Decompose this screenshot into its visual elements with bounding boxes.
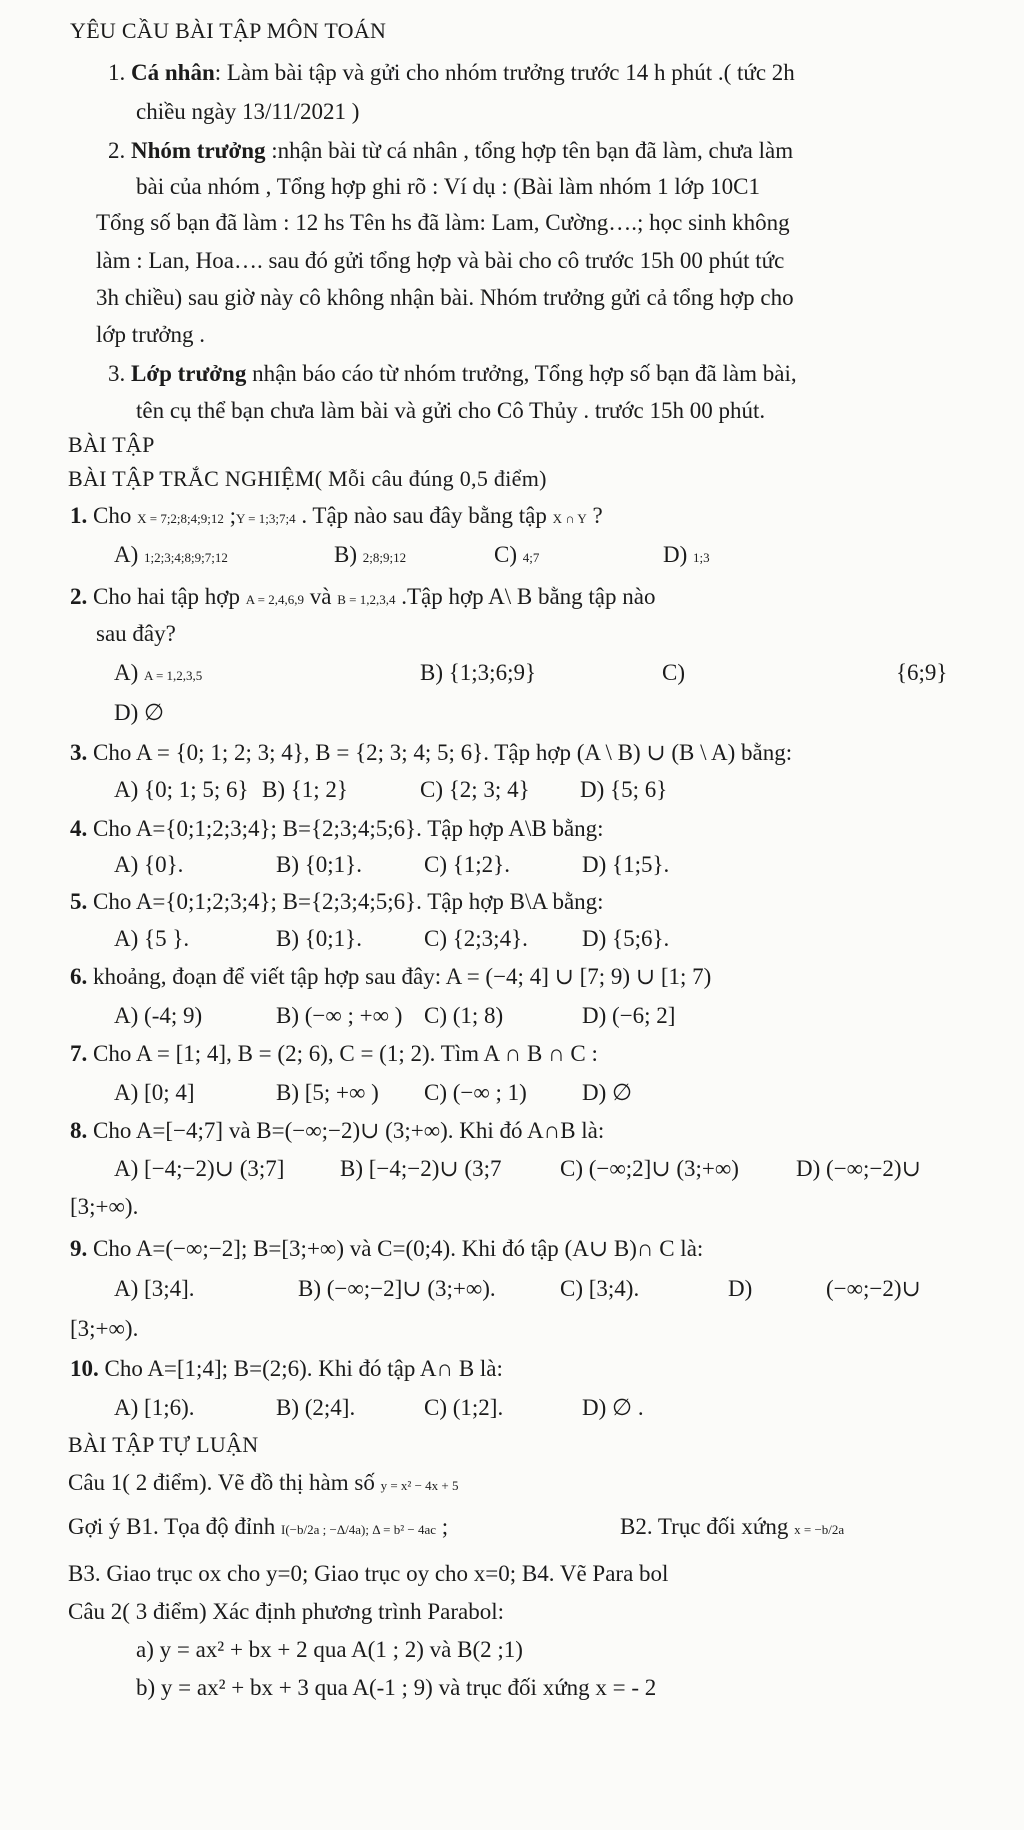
- option-value: {5 }.: [144, 926, 190, 951]
- option-label: A): [114, 926, 139, 951]
- option-value: {1;2}.: [452, 852, 510, 877]
- option-a: [114, 1272, 195, 1305]
- question-text: Cho A = [1; 4], B = (2; 6), C = (1; 2). Tìm A ∩ B ∩ C :: [87, 1041, 598, 1066]
- section-heading-essay: BÀI TẬP TỰ LUẬN: [68, 1432, 259, 1457]
- option-value: (−6; 2]: [612, 1003, 676, 1028]
- requirement-role: Cá nhân: [131, 60, 215, 85]
- question-text: Cho A=(−∞;−2]; B=[3;+∞) và C=(0;4). Khi đó tập (A∪ B)∩ C là:: [87, 1236, 704, 1261]
- option-value: ∅ .: [612, 1395, 644, 1420]
- option-b: [276, 1076, 379, 1109]
- option-label: C): [424, 1395, 447, 1420]
- option-label: D): [114, 700, 139, 725]
- option-a: [114, 656, 202, 692]
- option-label: C): [494, 542, 517, 567]
- option-value: (-4; 9): [144, 1003, 203, 1028]
- option-d: [580, 773, 667, 806]
- option-label: D): [580, 777, 605, 802]
- option-c: [424, 922, 528, 955]
- option-value: ∅: [612, 1080, 633, 1105]
- option-value: (1;2].: [452, 1395, 504, 1420]
- question-text: ;: [223, 503, 237, 528]
- option-b: [262, 773, 348, 806]
- option-label: B): [276, 926, 299, 951]
- option-value: [−4;−2)∪ (3;7: [368, 1156, 502, 1181]
- option-value: 1;3: [693, 550, 710, 565]
- question-3: [70, 736, 792, 769]
- question-text: .Tập hợp A\ B bằng tập nào: [395, 584, 656, 609]
- option-d-value: (−∞;−2)∪: [826, 1276, 921, 1301]
- hint-text: ;: [436, 1514, 449, 1539]
- option-label: C): [424, 926, 447, 951]
- question-5: [70, 885, 604, 918]
- option-b: [334, 538, 406, 574]
- option-label: A): [114, 777, 139, 802]
- requirement-number: 3.: [108, 361, 126, 386]
- question-7: [70, 1037, 598, 1070]
- option-value: {0}.: [144, 852, 184, 877]
- option-d-continued: [3;+∞).: [70, 1194, 139, 1219]
- essay-question-1: [68, 1466, 459, 1502]
- requirement-1: [108, 56, 795, 89]
- option-c: [560, 1152, 739, 1185]
- question-text: Cho hai tập hợp: [87, 584, 246, 609]
- option-label: B): [276, 1080, 299, 1105]
- option-label: B): [420, 660, 443, 685]
- requirement-text: :nhận bài từ cá nhân , tổng hợp tên bạn đã làm, chưa làm: [265, 138, 794, 163]
- question-6: [70, 960, 711, 993]
- option-value: (−∞;−2)∪: [826, 1156, 921, 1181]
- requirement-text: : Làm bài tập và gửi cho nhóm trưởng trước 14 h phút .( tức 2h: [214, 60, 795, 85]
- option-label: B): [276, 852, 299, 877]
- option-value: (−∞;2]∪ (3;+∞): [588, 1156, 739, 1181]
- option-label: A): [114, 1276, 139, 1301]
- question-number: 3.: [70, 740, 88, 765]
- option-label: C): [424, 1003, 447, 1028]
- essay-hint: [68, 1510, 448, 1546]
- option-value: {0;1}.: [304, 852, 362, 877]
- question-8: [70, 1114, 604, 1147]
- option-label: D): [582, 1080, 607, 1105]
- hint-text: B2. Trục đối xứng: [620, 1514, 795, 1539]
- option-label: A): [114, 1156, 139, 1181]
- question-number: 10.: [70, 1356, 99, 1381]
- option-label: C): [662, 660, 685, 685]
- formula-b-set: B = 1,2,3,4: [337, 592, 396, 607]
- question-text: Cho A = {0; 1; 2; 3; 4}, B = {2; 3; 4; 5; 6}. Tập hợp (A \ B) ∪ (B \ A) bằng:: [87, 740, 793, 765]
- requirement-number: 2.: [108, 138, 126, 163]
- option-a: [114, 538, 228, 574]
- formula-y-set: Y = 1;3;7;4: [236, 511, 296, 526]
- option-value: (−∞;−2]∪ (3;+∞).: [326, 1276, 496, 1301]
- requirement-role: Nhóm trưởng: [131, 138, 266, 163]
- option-d: [582, 1076, 632, 1109]
- option-label: C): [424, 1080, 447, 1105]
- option-value: {1;5}.: [612, 852, 670, 877]
- option-value: (−∞ ; 1): [452, 1080, 527, 1105]
- option-value: ∅: [144, 700, 165, 725]
- option-label: C): [420, 777, 443, 802]
- document-title: YÊU CẦU BÀI TẬP MÔN TOÁN: [70, 18, 387, 43]
- option-c: [424, 1076, 527, 1109]
- hint-text: Gợi ý B1. Tọa độ đỉnh: [68, 1514, 281, 1539]
- option-value: {2;3;4}.: [452, 926, 528, 951]
- requirement-text: làm : Lan, Hoa…. sau đó gửi tổng hợp và bài cho cô trước 15h 00 phút tức: [96, 248, 785, 273]
- question-number: 5.: [70, 889, 88, 914]
- question-text: sau đây?: [96, 621, 176, 646]
- question-4: [70, 812, 604, 845]
- section-heading-multiple-choice: BÀI TẬP TRẮC NGHIỆM( Mỗi câu đúng 0,5 điểm): [68, 466, 547, 491]
- option-value: (−∞ ; +∞ ): [304, 1003, 403, 1028]
- section-heading-exercises: BÀI TẬP: [68, 432, 155, 457]
- question-text: . Tập nào sau đây bằng tập: [295, 503, 553, 528]
- requirement-3: [108, 357, 797, 390]
- formula-axis: x = −b/2a: [794, 1522, 845, 1537]
- option-value: 2;8;9;12: [362, 550, 407, 565]
- question-1: [70, 499, 603, 535]
- option-value: {0;1}.: [304, 926, 362, 951]
- question-text: khoảng, đoạn để viết tập hợp sau đây: A = (−4; 4] ∪ [7; 9) ∪ [1; 7): [87, 964, 712, 989]
- requirement-text: lớp trưởng .: [96, 322, 205, 347]
- option-a: [114, 1391, 195, 1424]
- option-value: [3;4).: [588, 1276, 640, 1301]
- option-d: [114, 696, 164, 729]
- question-text: Cho A=[1;4]; B=(2;6). Khi đó tập A∩ B là:: [98, 1356, 503, 1381]
- essay-question-2b: b) y = ax² + bx + 3 qua A(-1 ; 9) và trục đối xứng x = - 2: [136, 1675, 657, 1700]
- option-label: B): [276, 1003, 299, 1028]
- formula-a-set: A = 2,4,6,9: [245, 592, 304, 607]
- option-b: [276, 848, 362, 881]
- option-label: B): [334, 542, 357, 567]
- question-text: Cho: [87, 503, 138, 528]
- essay-hint-axis: [620, 1510, 844, 1546]
- option-label: A): [114, 542, 139, 567]
- question-number: 9.: [70, 1236, 88, 1261]
- option-b: [276, 1391, 355, 1424]
- option-b: [276, 922, 362, 955]
- option-a: [114, 848, 183, 881]
- option-value: {0; 1; 5; 6}: [144, 777, 249, 802]
- option-a: [114, 999, 202, 1032]
- formula-intersection: X ∩ Y: [552, 511, 587, 526]
- option-label: C): [560, 1156, 583, 1181]
- option-value: [0; 4]: [144, 1080, 195, 1105]
- option-d: [582, 1391, 644, 1424]
- question-text: Cho A={0;1;2;3;4}; B={2;3;4;5;6}. Tập hợp A\B bằng:: [87, 816, 604, 841]
- option-a: [114, 922, 189, 955]
- option-label: D): [582, 852, 607, 877]
- requirement-role: Lớp trưởng: [131, 361, 247, 386]
- option-c: [494, 538, 539, 574]
- option-label: A): [114, 1080, 139, 1105]
- option-d: [663, 538, 710, 574]
- requirement-text: chiều ngày 13/11/2021 ): [136, 99, 360, 124]
- option-label: C): [560, 1276, 583, 1301]
- option-a: [114, 1152, 284, 1185]
- option-d: [582, 922, 669, 955]
- option-a: [114, 773, 249, 806]
- option-label: A): [114, 852, 139, 877]
- essay-question-2a: a) y = ax² + bx + 2 qua A(1 ; 2) và B(2 ;1): [136, 1637, 523, 1662]
- question-text: và: [303, 584, 338, 609]
- option-value: {5;6}.: [612, 926, 670, 951]
- question-number: 1.: [70, 503, 88, 528]
- option-d: [582, 999, 675, 1032]
- option-label: B): [276, 1395, 299, 1420]
- question-10: [70, 1352, 503, 1385]
- option-d: [728, 1272, 752, 1305]
- question-number: 4.: [70, 816, 88, 841]
- question-text: Cho A=[−4;7] và B=(−∞;−2)∪ (3;+∞). Khi đó A∩B là:: [87, 1118, 605, 1143]
- question-text: ?: [586, 503, 603, 528]
- question-number: 2.: [70, 584, 88, 609]
- option-b: [340, 1152, 501, 1185]
- option-value: {5; 6}: [610, 777, 668, 802]
- option-label: A): [114, 1003, 139, 1028]
- option-d-continued: [3;+∞).: [70, 1316, 139, 1341]
- requirement-text: tên cụ thể bạn chưa làm bài và gửi cho Cô Thủy . trước 15h 00 phút.: [136, 398, 766, 423]
- essay-question-2: Câu 2( 3 điểm) Xác định phương trình Parabol:: [68, 1599, 504, 1624]
- essay-hint-steps: B3. Giao trục ox cho y=0; Giao trục oy cho x=0; B4. Vẽ Para bol: [68, 1561, 669, 1586]
- option-label: D): [582, 926, 607, 951]
- option-value: [1;6).: [144, 1395, 195, 1420]
- option-d: [796, 1152, 921, 1185]
- option-value: [5; +∞ ): [304, 1080, 379, 1105]
- option-c: [420, 773, 530, 806]
- requirement-text: Tổng số bạn đã làm : 12 hs Tên hs đã làm: Lam, Cường….; học sinh không: [96, 210, 790, 235]
- option-b: [276, 999, 402, 1032]
- option-value: A = 1,2,3,5: [144, 668, 203, 683]
- formula-vertex: I(−b/2a ; −Δ/4a); Δ = b² − 4ac: [281, 1522, 436, 1537]
- option-c: [560, 1272, 639, 1305]
- option-value: {1;3;6;9}: [448, 660, 536, 685]
- requirement-number: 1.: [108, 60, 126, 85]
- option-label: D): [728, 1276, 753, 1301]
- option-label: A): [114, 1395, 139, 1420]
- option-label: D): [582, 1003, 607, 1028]
- option-value: [3;4].: [144, 1276, 195, 1301]
- option-b: [298, 1272, 496, 1305]
- formula-x-set: X = 7;2;8;4;9;12: [137, 511, 224, 526]
- option-label: A): [114, 660, 139, 685]
- option-value: [−4;−2)∪ (3;7]: [144, 1156, 285, 1181]
- question-9: [70, 1232, 703, 1265]
- option-label: B): [262, 777, 285, 802]
- question-number: 8.: [70, 1118, 88, 1143]
- option-value: (1; 8): [452, 1003, 504, 1028]
- option-value: {2; 3; 4}: [448, 777, 530, 802]
- option-label: C): [424, 852, 447, 877]
- option-c: [424, 848, 510, 881]
- option-c: [424, 1391, 503, 1424]
- requirement-text: 3h chiều) sau giờ này cô không nhận bài. Nhóm trưởng gửi cả tổng hợp cho: [96, 285, 794, 310]
- question-number: 7.: [70, 1041, 88, 1066]
- option-label: B): [340, 1156, 363, 1181]
- option-c-value: {6;9}: [896, 660, 948, 685]
- option-b: [420, 656, 536, 689]
- question-2: [70, 580, 655, 616]
- requirement-text: nhận báo cáo từ nhóm trưởng, Tổng hợp số bạn đã làm bài,: [246, 361, 797, 386]
- option-label: D): [796, 1156, 821, 1181]
- question-text: Câu 1( 2 điểm). Vẽ đồ thị hàm số: [68, 1470, 381, 1495]
- option-label: D): [663, 542, 688, 567]
- question-number: 6.: [70, 964, 88, 989]
- requirement-text: bài của nhóm , Tổng hợp ghi rõ : Ví dụ : (Bài làm nhóm 1 lớp 10C1: [136, 174, 760, 199]
- requirement-2: [108, 134, 793, 167]
- option-c: [424, 999, 503, 1032]
- option-value: (2;4].: [304, 1395, 356, 1420]
- option-value: {1; 2}: [290, 777, 348, 802]
- question-text: Cho A={0;1;2;3;4}; B={2;3;4;5;6}. Tập hợp B\A bằng:: [87, 889, 604, 914]
- option-value: 1;2;3;4;8;9;7;12: [144, 550, 228, 565]
- option-a: [114, 1076, 195, 1109]
- option-value: 4;7: [522, 550, 540, 565]
- option-label: D): [582, 1395, 607, 1420]
- option-d: [582, 848, 669, 881]
- option-c: [662, 656, 685, 689]
- formula-function: y = x² − 4x + 5: [380, 1478, 459, 1493]
- option-label: B): [298, 1276, 321, 1301]
